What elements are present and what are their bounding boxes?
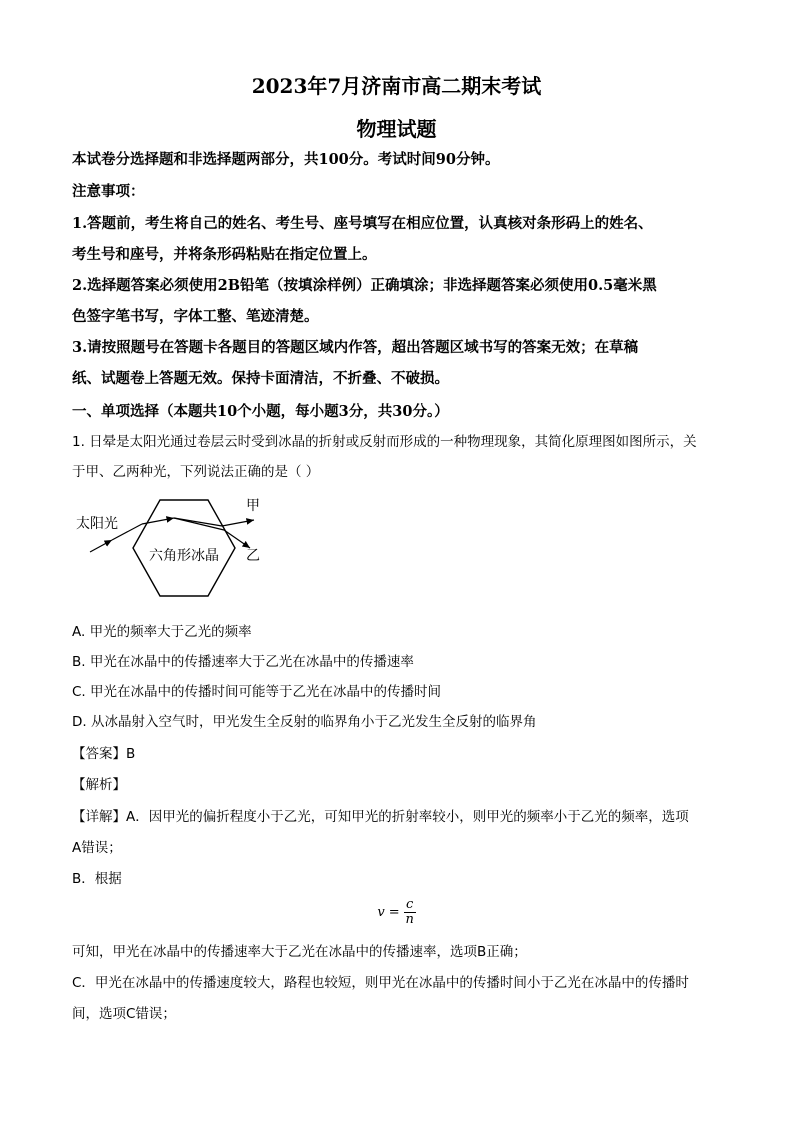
incident-ray xyxy=(90,540,112,552)
section-heading: 一、单项选择（本题共10个小题，每小题3分，共30分。） xyxy=(72,403,449,420)
exam-title: 2023年7月济南市高二期末考试 xyxy=(251,74,542,98)
inner-ray xyxy=(142,518,174,524)
ice-crystal-diagram xyxy=(72,492,272,604)
detail-line: 间，选项C错误； xyxy=(72,1006,176,1022)
answer-tag: 【答案】B xyxy=(72,746,136,762)
inner-ray-b xyxy=(174,518,224,530)
note-line: 考生号和座号，并将条形码粘贴在指定位置上。 xyxy=(72,246,377,263)
question-stem: 1. 日晕是太阳光通过卷层云时受到冰晶的折射或反射而形成的一种物理现象，其简化原理图如图所示，关 xyxy=(72,434,697,450)
light-b-ray xyxy=(224,530,250,548)
analysis-tag: 【解析】 xyxy=(72,777,126,793)
note-line: 色签字笔书写，字体工整、笔迹清楚。 xyxy=(72,308,319,325)
light-a-label: 甲 xyxy=(246,498,260,514)
option-c: C. 甲光在冰晶中的传播时间可能等于乙光在冰晶中的传播时间 xyxy=(72,684,442,700)
formula-numerator: c xyxy=(406,897,414,912)
notes-heading: 注意事项： xyxy=(72,183,145,200)
detail-line: B．根据 xyxy=(72,871,122,887)
detail-line: 【详解】A．因甲光的偏折程度小于乙光，可知甲光的折射率较小，则甲光的频率小于乙光的频率，选项 xyxy=(72,809,689,825)
formula-denominator: n xyxy=(405,912,414,927)
question-stem: 于甲、乙两种光，下列说法正确的是（ ） xyxy=(72,464,320,480)
note-line: 纸、试题卷上答题无效。保持卡面清洁，不折叠、不破损。 xyxy=(72,370,449,387)
crystal-label: 六角形冰晶 xyxy=(149,548,219,564)
option-a: A. 甲光的频率大于乙光的频率 xyxy=(72,624,252,640)
exam-intro: 本试卷分选择题和非选择题两部分，共100分。考试时间90分钟。 xyxy=(72,151,500,168)
detail-line: C．甲光在冰晶中的传播速度较大，路程也较短，则甲光在冰晶中的传播时间小于乙光在冰晶中的传播时 xyxy=(72,975,689,991)
note-line: 2.选择题答案必须使用2B铅笔（按填涂样例）正确填涂；非选择题答案必须使用0.5毫米黑 xyxy=(72,277,657,294)
detail-line: 可知，甲光在冰晶中的传播速率大于乙光在冰晶中的传播速率，选项B正确； xyxy=(72,944,527,960)
velocity-formula xyxy=(0,898,793,927)
note-line: 3.请按照题号在答题卡各题目的答题区域内作答，超出答题区域书写的答案无效；在草稿 xyxy=(72,339,639,356)
detail-line: A错误； xyxy=(72,840,122,856)
formula-lhs: v = xyxy=(377,905,400,920)
light-b-label: 乙 xyxy=(246,548,260,564)
option-b: B. 甲光在冰晶中的传播速率大于乙光在冰晶中的传播速率 xyxy=(72,654,414,670)
option-d: D. 从冰晶射入空气时，甲光发生全反射的临界角小于乙光发生全反射的临界角 xyxy=(72,714,537,730)
note-line: 1.答题前，考生将自己的姓名、考生号、座号填写在相应位置，认真核对条形码上的姓名、 xyxy=(72,215,653,232)
light-a-ray xyxy=(222,520,254,526)
sunlight-label: 太阳光 xyxy=(76,516,118,532)
subject-title: 物理试题 xyxy=(356,117,437,141)
